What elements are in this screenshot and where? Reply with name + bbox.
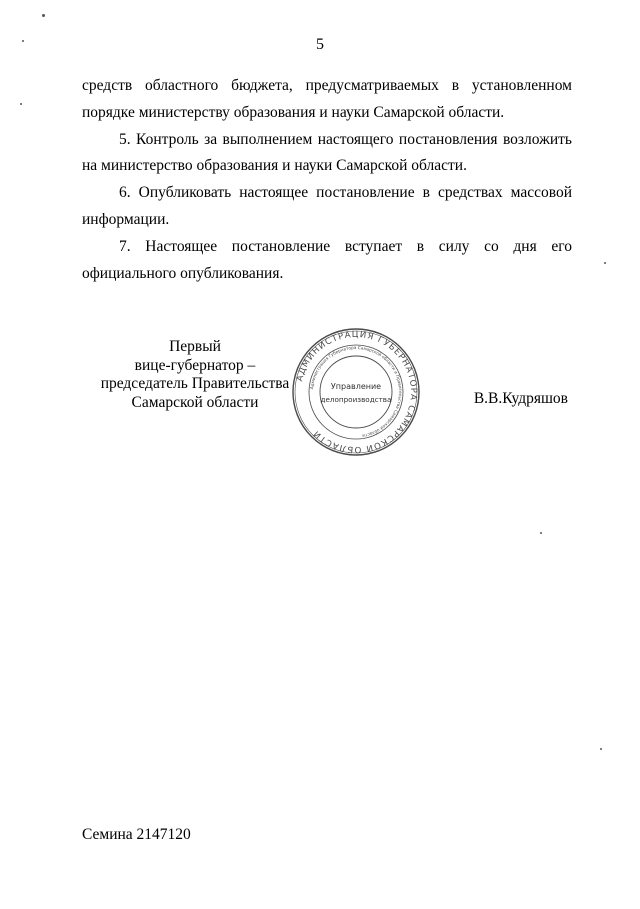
signatory-title-line-4: Самарской области [131,393,259,411]
paragraph-continuation: средств областного бюджета, предусматриваемых в установленном порядке министерству образования и науки Самарской области. [82,77,572,121]
official-stamp [291,328,421,456]
signatory-title-line-2: вице-губернатор – [134,356,256,374]
stamp-center-line-2: делопроизводства [320,395,392,404]
paragraph-7: 7. Настоящее постановление вступает в силу со дня его официального опубликования. [82,237,572,282]
paragraph-6: 6. Опубликовать настоящее постановление в средствах массовой информации. [82,184,572,228]
stamp-outer-text: АДМИНИСТРАЦИЯ ГУБЕРНАТОРА САМАРСКОЙ ОБЛАСТИ [295,329,419,455]
scan-speck [604,262,606,264]
stamp-center-line-1: Управление [330,382,382,391]
signatory-title-line-1: Первый [169,338,221,355]
scan-speck [22,40,24,42]
page-number: 5 [316,36,324,53]
signatory-name: В.В.Кудряшов [473,390,568,407]
signatory-title [100,338,290,412]
paragraph-5: 5. Контроль за выполнением настоящего постановления возложить на министерство образования и науки Самарской области. [82,130,572,175]
document-body [82,73,572,287]
scan-speck [540,532,542,534]
author-contact: Семина 2147120 [82,826,191,843]
stamp-inner-text: Администрация Губернатора Самарской области и Правительства Самарской области [309,344,404,439]
scan-speck [600,748,602,750]
signatory-title-line-3: председатель Правительства [100,375,290,392]
scan-speck [20,103,22,105]
scan-speck [42,14,45,17]
